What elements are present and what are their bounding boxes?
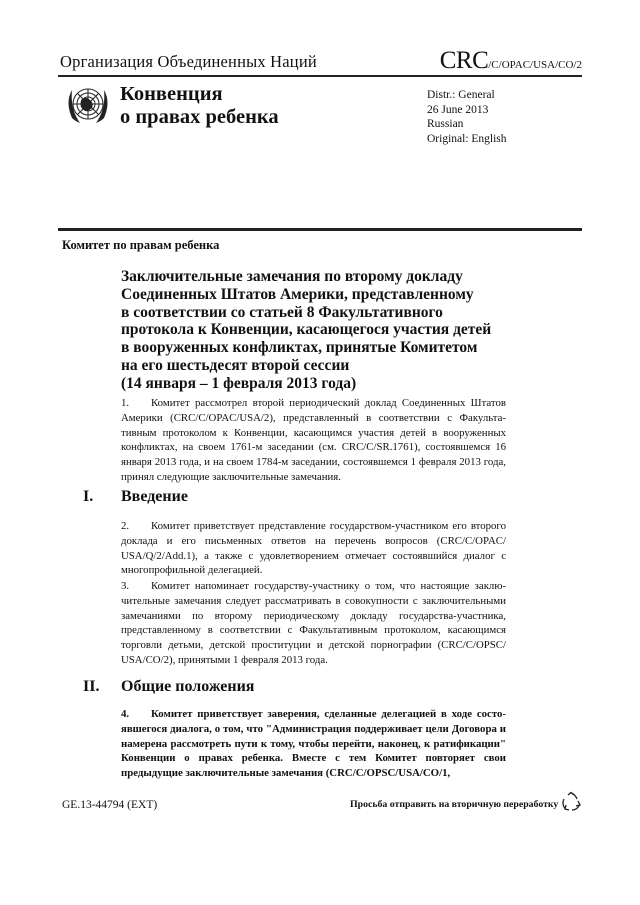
paragraph-2 (121, 519, 506, 578)
paragraph-text: Комитет приветствует представление государством-участником его второго доклада и его письменных ответов на перечень вопросов (CRC/C/OPAC/ USA/Q/2/Add.1), а также с удовлетворением отмечает состоявшийся диалог с многопрофильной делегацией. (121, 520, 506, 577)
paragraph-3 (121, 579, 506, 668)
paragraph-number: 4. (121, 708, 130, 720)
date-line: 26 June 2013 (427, 103, 489, 116)
symbol-main: CRC (439, 47, 489, 74)
language-line: Russian (427, 118, 464, 131)
convention-title (120, 83, 279, 129)
paragraph-number: 1. (121, 397, 130, 409)
document-id: GE.13-44794 (EXT) (62, 799, 158, 811)
distribution-line: Distr.: General (427, 89, 495, 101)
original-language-line: Original: English (427, 133, 507, 146)
title-line: в вооруженных конфликтах, принятые Комитетом (121, 339, 478, 357)
organization-name: Организация Объединенных Наций (60, 52, 317, 71)
section-title: Введение (121, 488, 188, 505)
header-rule (58, 75, 582, 77)
document-symbol (440, 47, 582, 75)
recycle-notice: Просьба отправить на вторичную переработку (350, 799, 559, 810)
section-number: II. (83, 678, 100, 695)
section-heading-introduction (83, 488, 383, 508)
convention-title-line1: Конвенция (120, 83, 223, 105)
paragraph-text: Комитет приветствует заверения, сделанные делегацией в ходе состоявшегося диалога, о том, что "Администрация поддерживает цели Договора и намерена рассмотреть пути к тому, чтобы перейти, наконец, к ратификации" Конвенции о правах ребенка. Вместе с тем Комитет повторяет свои предыдущие заключительные замечания (CRC/C/OPSC/USA/CO/1, (121, 708, 506, 780)
symbol-suffix: /C/OPAC/USA/CO/2 (488, 59, 582, 71)
title-line: протокола к Конвенции, касающегося участия детей (121, 321, 492, 339)
section-number: I. (83, 488, 94, 505)
title-line: на его шестьдесят второй сессии (121, 356, 350, 374)
document-title (121, 268, 521, 393)
paragraph-text: Комитет напоминает государству-участнику о том, что настоящие заключительные замечания следует рассматривать в совокупности с заключительными замечаниями по второму периодическому докладу государства-участника, представленному в соответствии с Факультативным протоколом, касающимся торговли детьми, детской проституции и детской порнографии (CRC/C/OPSC/ USA/CO/2), принятыми 1 февраля 2013 года. (121, 580, 506, 666)
title-line: Соединенных Штатов Америки, представленному (121, 285, 474, 303)
title-line: Заключительные замечания по второму докладу (121, 268, 463, 285)
title-line: (14 января – 1 февраля 2013 года) (121, 374, 357, 392)
paragraph-number: 2. (121, 520, 130, 532)
title-line: в соответствии со статьей 8 Факультативного (121, 303, 443, 321)
committee-name: Комитет по правам ребенка (62, 238, 220, 252)
paragraph-4 (121, 707, 506, 781)
convention-title-line2: о правах ребенка (120, 106, 279, 128)
paragraph-text: Комитет рассмотрел второй периодический доклад Соединенных Штатов Америки (CRC/C/OPAC/USA/2), представленный в соответствии с Факультативным протоколом к Конвенции, касающимся участия детей в вооруженных конфликтах, на своем 1761-м заседании (см. CRC/C/SR.1761), состоявшемся 16 января 2013 года, и на своем 1784-м заседании, состоявшемся 1 февраля 2013 года, принял следующие заключительные замечания. (121, 397, 506, 483)
title-block-rule (58, 228, 582, 231)
distribution-info (427, 88, 507, 147)
un-emblem-icon (64, 82, 112, 128)
section-heading-general (83, 678, 383, 698)
paragraph-number: 3. (121, 580, 130, 592)
paragraph-1 (121, 396, 506, 485)
recycle-icon (560, 791, 582, 813)
section-title: Общие положения (121, 678, 255, 695)
